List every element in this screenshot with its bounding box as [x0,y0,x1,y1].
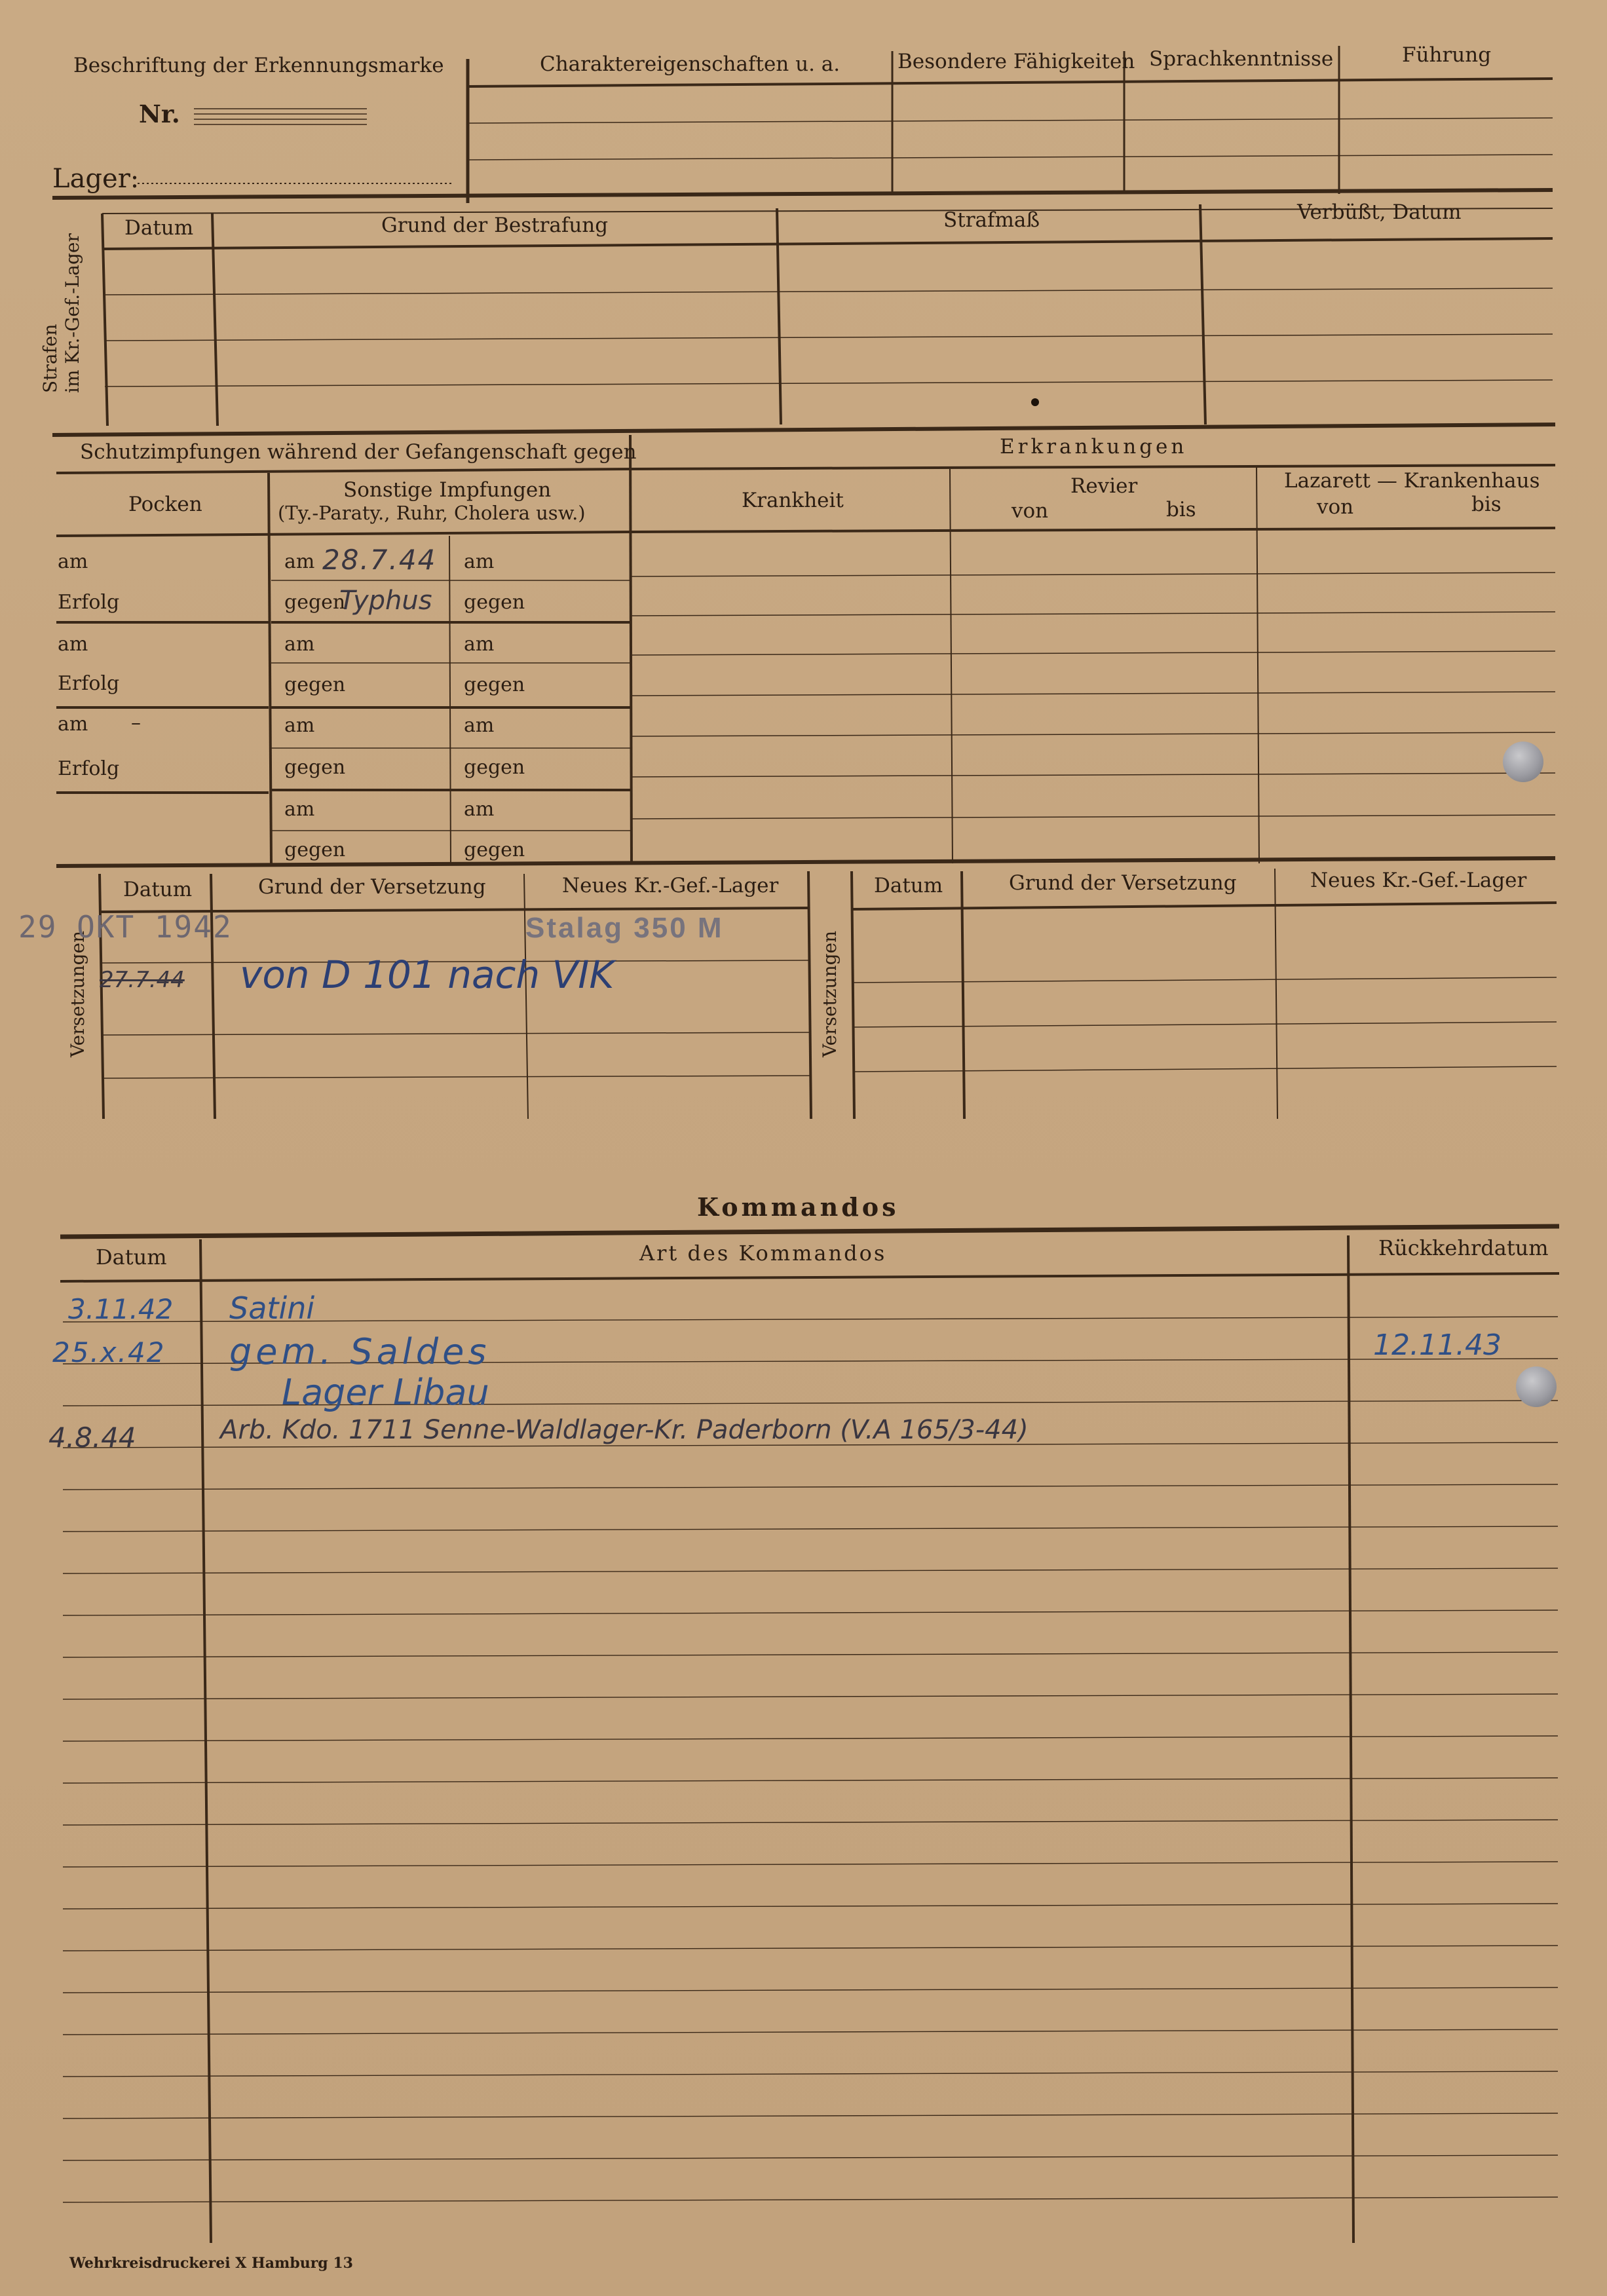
kommando-ruling-line [63,1652,1558,1657]
kommando-datum-header: Datum [96,1245,167,1270]
kommando-ruling-line [63,1610,1558,1615]
verbuesst-datum-header: Verbüßt, Datum [1297,200,1462,224]
besondere-faehigkeiten-header: Besondere Fähigkeiten [898,50,1135,73]
versetzung-datum-header-left: Datum [123,878,193,901]
strafen-side-label-2: im Kr.-Gef.-Lager [62,233,83,393]
pocken-row-erfolg-3: Erfolg [58,757,120,780]
revier-von: von [1011,499,1049,523]
kommando-ruling-line [63,1862,1558,1867]
charaktereigenschaften-header: Charaktereigenschaften u. a. [540,52,841,76]
grund-der-versetzung-header-left: Grund der Versetzung [258,875,486,899]
kommando-ruling-line [63,1568,1558,1573]
sonstige-am: am [464,633,495,656]
kommando-ruling-line [63,1820,1558,1825]
kommando-entry-1-datum: 3.11.42 [68,1293,174,1325]
sonstige-gegen: gegen [284,838,346,861]
sonstige-am: am [284,798,315,821]
kommando-ruling-line [63,1946,1558,1951]
erkennungsmarke-label: Beschriftung der Erkennungsmarke [73,54,444,77]
kommando-ruling-line [63,1694,1558,1699]
ink-dot [1031,398,1039,406]
kommando-entry-2-datum: 25.x.42 [52,1336,166,1368]
kommando-ruling-line [63,1987,1558,1993]
punch-hole-top [1503,742,1543,782]
neues-lager-header-right: Neues Kr.-Gef.-Lager [1310,869,1527,892]
impfung-handwritten-date: 28.7.44 [322,544,437,576]
date-stamp: 29 OKT 1942 [18,909,233,945]
pocken-row-erfolg-2: Erfolg [58,672,120,695]
rueckkehrdatum-header: Rückkehrdatum [1378,1235,1549,1260]
kommando-ruling-line [63,2071,1558,2077]
lager-label: Lager: [52,164,140,194]
sonstige-gegen: gegen [284,756,346,779]
grund-der-bestrafung-header: Grund der Bestrafung [381,214,609,237]
impfungen-title: Schutzimpfungen während der Gefangenschaft gegen [80,440,637,464]
impfung-handwritten-typhus: Typhus [339,586,432,616]
sonstige-am: am [284,714,315,737]
sonstige-impfungen-header: Sonstige Impfungen [343,478,552,502]
revier-bis: bis [1166,498,1196,521]
sonstige-gegen: gegen [284,673,346,696]
kommando-ruling-line [63,1736,1558,1741]
sonstige-gegen: gegen [464,756,525,779]
revier-header: Revier [1070,474,1138,498]
versetzung-datum-header-right: Datum [874,874,943,897]
sonstige-am: am [464,550,495,573]
kommando-entry-2-art: gem. Saldes [229,1331,491,1372]
sonstige-am: am [464,798,495,821]
neues-lager-header-left: Neues Kr.-Gef.-Lager [562,874,779,897]
pocken-row-am-1: am [58,550,88,573]
sonstige-am: am [464,714,495,737]
kommando-ruling-line [63,2029,1558,2035]
sonstige-am: am [284,633,315,656]
versetzung-handwritten-reason: von D 101 nach VIK [240,952,614,997]
sonstige-am: am [284,550,315,573]
kommando-entry-1-art: Satini [229,1290,315,1326]
kommandos-title: Kommandos [697,1192,899,1222]
lazarett-header: Lazarett — Krankenhaus [1284,469,1540,493]
pocken-row-am-3: am [58,713,88,736]
kommando-ruling-line [63,2113,1558,2118]
strafen-datum-header: Datum [124,216,194,240]
kommando-entry-2-rueckkehr: 12.11.43 [1373,1328,1502,1362]
kommando-ruling-line [63,1484,1558,1490]
sonstige-gegen: gegen [284,591,346,614]
strafen-side-label-1: Strafen [39,324,61,393]
punch-hole-bottom [1516,1366,1557,1407]
sonstige-gegen: gegen [464,673,525,696]
kommando-ruling-line [63,2197,1558,2202]
versetzung-handwritten-date: 27.7.44 [100,967,185,993]
pocken-dash: – [131,711,141,734]
versetzungen-side-label-right: Versetzungen [819,930,841,1057]
kommando-ruling-line [63,1526,1558,1532]
erkrankungen-title: Erkrankungen [1000,435,1188,459]
grund-der-versetzung-header-right: Grund der Versetzung [1009,871,1237,895]
lazarett-bis: bis [1471,493,1502,516]
printer-footer: Wehrkreisdruckerei X Hamburg 13 [69,2255,353,2272]
kommando-entry-3-art: Lager Libau [282,1372,489,1413]
sonstige-gegen: gegen [464,838,525,861]
art-des-kommandos-header: Art des Kommandos [639,1241,887,1266]
fuehrung-header: Führung [1402,43,1492,67]
lazarett-von: von [1317,495,1354,519]
kommando-entry-4-art: Arb. Kdo. 1711 Senne-Waldlager-Kr. Paderborn (V.A 165/3-44) [220,1415,1029,1445]
krankheit-header: Krankheit [742,489,844,512]
kommando-entry-4-datum: 4.8.44 [48,1421,136,1454]
versetzungen-side-label-left: Versetzungen [67,930,88,1057]
camp-stamp: Stalag 350 M [525,912,724,944]
pocken-row-am-2: am [58,633,88,656]
kommando-ruling-line [63,1904,1558,1909]
pocken-header: Pocken [128,493,202,516]
nr-label: Nr. [139,100,180,128]
strafen-side-label [39,233,84,393]
sonstige-gegen: gegen [464,591,525,614]
kommando-ruling-line [63,1778,1558,1783]
pocken-row-erfolg-1: Erfolg [58,591,120,614]
sprachkenntnisse-header: Sprachkenntnisse [1149,47,1334,71]
strafmass-header: Strafmaß [943,208,1040,232]
sonstige-impfungen-subheader: (Ty.-Paraty., Ruhr, Cholera usw.) [278,502,586,524]
kommando-ruling-line [63,2155,1558,2160]
